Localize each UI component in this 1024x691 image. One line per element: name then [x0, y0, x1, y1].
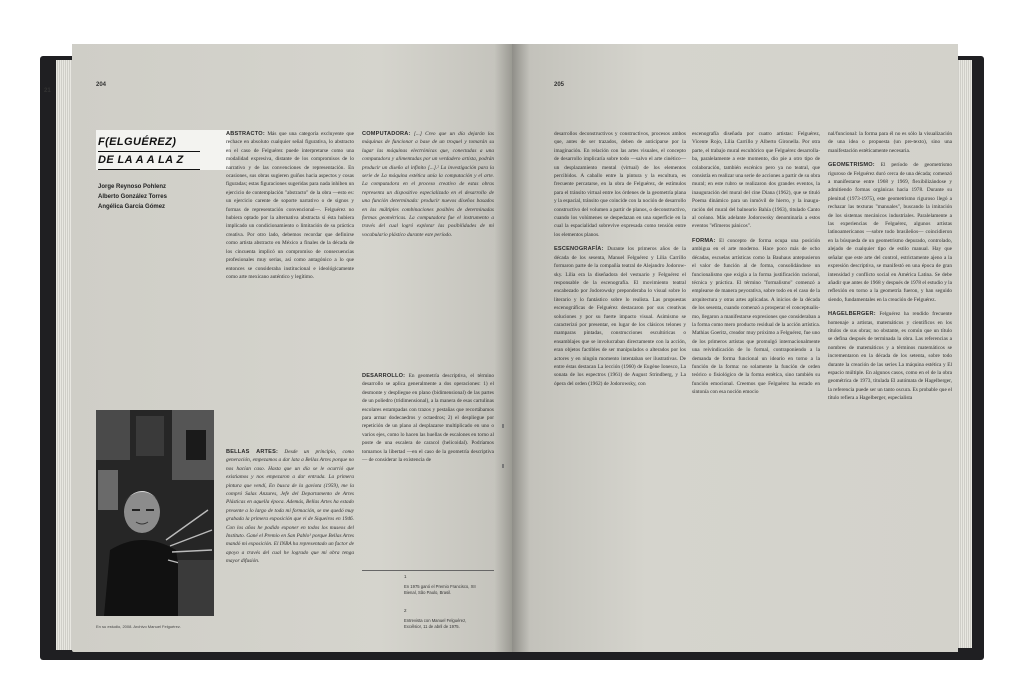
footnote-number: 2: [404, 608, 407, 613]
title-line-2: DE LA A A LA Z: [98, 152, 200, 170]
artist-photo: [96, 410, 214, 616]
entry-body: Más que una categoría excluyente que rechace en absoluto cualquier señal figurativa, lo abstracto en el caso de Felguérez puede interpretarse como una modalidad expresiva, distante de los compromisos de lo narrativo y de las convenciones de representación. En ocasiones, sus obras sugieren guiños hacia aspectos y cosas figuradas; estas figuraciones sugeridas para nada inhiben un ejercicio de contemplación "abstracto" de la obra —esto es: un ejercicio carente de soporte narrativo o de signos y formas de representación convencional—. Felguérez no hubiera optado por la alternativa abstracta si ésta hubiera implicado un condicionamiento o limitación de su práctica creativa. Por otro lado, debemos recordar que definirse como artista abstracto en México a finales de la década de los cincuenta implicó un compromiso de consecuencias profesionales muy serias, así como antagónico a lo que entonces se consideraba institucional e ideológicamente como arte mexicano auténtico y legítimo.: [226, 131, 354, 280]
entry-computadora: [362, 130, 494, 239]
page-edges-right: [958, 60, 972, 648]
page-number: 205: [554, 82, 565, 88]
entry-heading: COMPUTADORA:: [362, 131, 411, 137]
page-edges-left: [56, 60, 72, 650]
author-3: Angélica García Gómez: [98, 204, 166, 210]
entry-body: El concepto de forma ocupa una posición ambigua en el arte moderno. Hace poco más de ocho décadas, escuelas artísticas como la Bauhaus antepusieron el valor de función al de forma, consolidándose un funcionalismo que exigía a la forma justificación racional, técnica y práctica. El término "formalismo" comenzó a emplearse de manera peyorativa, sobre todo en el caso de la arquitectura y otras artes aplicadas. A inicios de la década de los sesenta, cuando comenzó a prosperar el conceptualismo, llegaron a manifestarse expresiones que consideraban a la forma como mero producto residual de la acción artística. Mathias Goeritz, creador muy próximo a Felguérez, fue uno de los primeros artistas que promulgó internacionalmente una reivindicación de lo formal, contraponiendo a la demanda de forma funcional un ideario en torno a la función de la forma: no solamente la función de orden teórico o fisiológico de la forma estética, sino también su función emocional. Creemos que Felguérez ha estado en sintonía con esa noción emocio: [692, 237, 820, 396]
footnote-1: En 1975 ganó el Premio Francisco, XII Bienal, São Paulo, Brasil.: [404, 584, 476, 595]
entry-heading: ABSTRACTO:: [226, 131, 265, 137]
footnote-rule: [362, 570, 494, 571]
entry-desarrollo: [362, 372, 494, 464]
entry-heading: ESCENOGRAFÍA:: [554, 246, 604, 253]
article-title: [98, 134, 200, 170]
margin-mark: [502, 464, 504, 468]
entry-escenografia-cont: escenografía diseñada por cuatro artistas: Felguérez, Vicente Rojo, Lilia Carrillo y Alberto Gironella. Por otra parte, el trabajo mural escultórico que Felguérez desarrollaba, paralelamente a este momento, dio pie a otro tipo de colaboración, también escénico pero ya no teatral, que consistía en realizar una serie de acciones a partir de su obra mural; en este rubro se realizaron dos grandes eventos, la inauguración del mural del cine Diana (1962), que se tituló Poema dinámico para un inmóvil de hierro, y la inauguración del mural del balneario Bahía (1963), titulado Canto al océano. Más adelante Jodorowsky denominaría a estos eventos "efímeros pánicos".: [692, 131, 820, 230]
entry-heading: GEOMETRISMO:: [828, 162, 875, 169]
title-line-1: F(ELGUÉREZ): [98, 134, 200, 152]
entry-body: En geometría descriptiva, el término desarrollo se aplica generalmente a dos operaciones: 1) el desmonte y despliegue en plano (bidimensional) de las partes de un poliedro (tridimensional), a la manera de esas cartulinas escolares estampadas con trazos y pestañas que recortábamos para armar dodecaedros y octaedros; 2) el despliegue por repetición de un plano al desplazarse multiplicado en uno o varios ejes, como lo hacen las huellas de escalones en torno al poste de una escalera de caracol (helicoidal). Podríamos tomarnos la libertad —en el caso de la geometría descriptiva— de considerar la existencia de: [362, 373, 495, 464]
entry-body: El período de geometrismo riguroso de Felguérez duró cerca de una década; comenzó a manifestarse entre 1968 y 1969, flexibilizándose y admitiendo formas orgánicas hacia 1978. Durante su plenitud (1973-1975), este geometrismo riguroso llegó a rechazar las texturas "manuales", buscando la imitación de los sistemas mecánicos industriales. Paralelamente a las experiencias de Felguérez, algunos artistas latinoamericanos —sobre todo brasileños— coincidieron en la búsqueda de un geometrismo depurado, controlado, alejado de cualquier tipo de estilo manual. Hay que señalar que este arte del control, estrictamente ajeno a la expresión descriptiva, se manifestó en una época de gran intensidad y conflicto social en América Latina. Se debe añadir que antes de 1968 y después de 1978 el estudio y la reflexión en torno a la geometría fueron, y han seguido siendo, fundamentales en la creación de Felguérez.: [828, 162, 952, 303]
author-2: Alberto González Torres: [98, 194, 167, 200]
entry-escenografia: [554, 245, 686, 388]
entry-geometrismo: [828, 161, 952, 304]
entry-heading: HAGELBERGER:: [828, 311, 876, 318]
previous-page-number: 21: [44, 88, 51, 94]
margin-mark: [502, 424, 504, 428]
entry-heading: FORMA:: [692, 237, 716, 244]
author-1: Jorge Reynoso Pohlenz: [98, 184, 167, 190]
text-column-1: [226, 130, 354, 287]
entry-hagelberger: [828, 310, 952, 402]
photo-caption: En su estudio, 2008. Archivo Manuel Felguérez.: [96, 624, 181, 629]
text-column-3: [554, 130, 686, 394]
left-page: [72, 44, 512, 652]
entry-body: Desde un principio, como generación, empezamos a dar lata a Bellas Artes porque no nos hacían caso. Hasta que un día se le ocurrió que existiamos y nos empezaron a dar entrada. La primera pintura que vendí, En busca de la gaviota (1959), me la compró Salas Anzures, Jefe del Departamento de Artes Plásticas en aquella época. Además, Bellas Artes ha estado presente a lo largo de toda mi formación, se me quedó muy grabada la primera exposición que vi de Siqueiros en 1946. Con los años he podido exponer en todos los museos del Instituto. Gané el Premio en San Pablo¹ porque Bellas Artes mandó mi exposición. El INBA ha representado un factor de apoyo a través del cual he logrado que mi obra tenga mayor difusión.: [226, 449, 354, 565]
entry-forma: [692, 237, 820, 397]
entry-abstracto: [226, 130, 354, 281]
text-column-2: [362, 130, 494, 245]
author-list: [98, 182, 167, 212]
entry-heading: DESARROLLO:: [362, 373, 406, 379]
text-column-5: [828, 130, 952, 409]
text-column-4: [692, 130, 820, 403]
entry-bellas-artes: [226, 448, 354, 566]
entry-body: [...] Creo que un día dejarán las máquinas de funcionar a base de un troquel y tomarán su lugar las máquinas electrónicas que, conectadas a una computadora y alimentadas por un verdadero artista, podrán producir un diseño al infinito [...].² La investigación para la serie de La máquina estética unía la computación y el arte. La computadora en el proceso creativo de estas obras representa un dispositivo especializado en el desarrollo de una función determinada: producir nuevos diseños basados en las múltiples combinaciones posibles de determinadas formas geométricas. La computadora fue el instrumento a través del cual logró explotar las posibilidades de mi vocabulario plástico durante este período.: [362, 131, 494, 238]
entry-heading: BELLAS ARTES:: [226, 449, 279, 455]
footnote-2: Entrevista con Manuel Felguérez, Excélsior, 11 de abril de 1975.: [404, 618, 467, 629]
text-column-1b: [226, 448, 354, 572]
right-page: [512, 44, 958, 652]
footnote-number: 1: [404, 574, 407, 579]
entry-body: Felguérez ha rendido frecuente homenaje a artistas, matemáticos y científicos en los títulos de sus obras; no obstante, es común que un título se defina después de terminada la obra. Las referencias a nombres de matemáticos y a términos matemáticos se incrementaron en la década de los setenta, sobre todo durante la creación de las series La máquina estética y El espacio múltiple. En algunos casos, como en el de la obra geométrica de 1973, titulada El autómata de Hagelberger, la referencia puede ser un tanto oscura. Es probable que el título refiera a Hagelberger, especialista: [828, 311, 952, 402]
text-column-2b: [362, 372, 494, 470]
entry-forma-cont: nal/funcional: la forma para él no es sólo la visualización de una idea o propuesta (un pre-texto), sino una manifestación estéticamente necesaria.: [828, 131, 952, 154]
entry-body: Durante los primeros años de la década de los sesenta, Manuel Felguérez y Lilia Carrillo formaron parte de la compañía teatral de Alejandro Jodorowsky. Lilia era la diseñadora del vestuario y Felguérez el responsable de la escenografía. El movimiento teatral encabezado por Jodorowsky preponderaba lo visual sobre lo literario y lo fantástico sobre lo realista. Las propuestas escenográficas de Felguérez destacaron por sus creativas soluciones y por su fuerte impacto visual. Asimismo se caracterizó por presentar, en lugar de los clásicos telones y mamparas pintadas, construcciones escultóricas o ensamblajes que se involucraban directamente con la acción, eran objetos factibles de ser manipulados o alterados por los actores y en ningún momento intentaban ser ilustrativas. De entre éstas destacan La lección (1960) de Eugène Ionesco, La sonata de los espectros (1961) de August Strindberg, y La ópera del orden (1962) de Jodorowsky, con: [554, 246, 686, 387]
page-number: 204: [96, 82, 107, 88]
entry-desarrollo-cont: desarrollos deconstructivos y constructivos, procesos ambos que, antes de ser trazados, deben de anticiparse por la imaginación. En relación con las artes visuales, el concepto de desarrollo implicaría sobre todo —salvo el arte cinético— un desplazamiento mental (virtual) de los elementos percibidos. A caballo entre la pintura y la escultura, es frecuente percatarse, en la obra de Felguérez, de estímulos para el tránsito virtual entre los órdenes de la geometría plana y la espacial, tránsito que coincide con la noción de desarrollo constructivo del volumen a partir de planos, o deconstructivo, cuando los volúmenes se despedazan en una superficie en la cual la espacialidad sobrevive expresada como tensión entre los elementos planos.: [554, 131, 686, 238]
